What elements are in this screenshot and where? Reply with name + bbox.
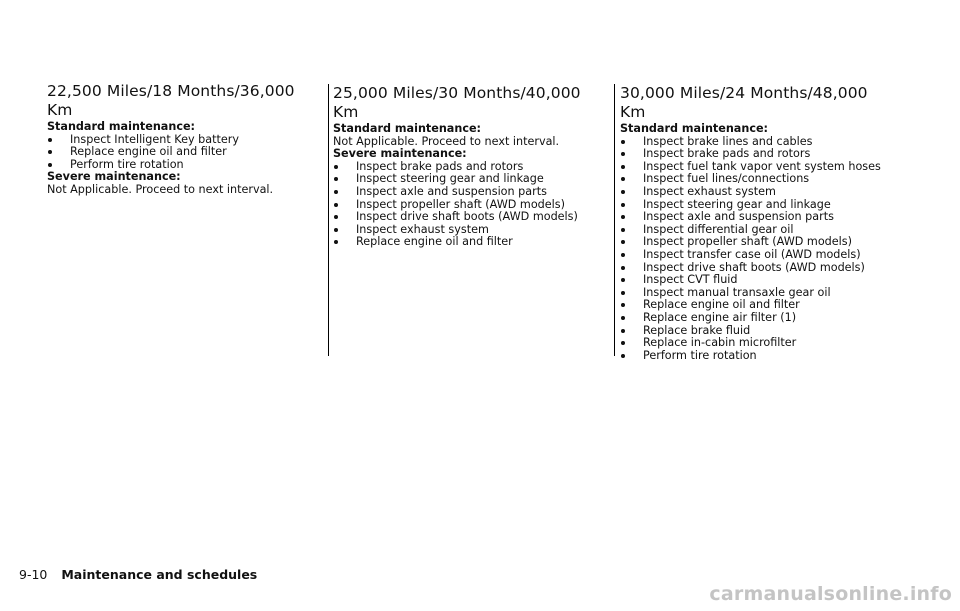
bullet-icon [334, 165, 338, 169]
list-item [620, 350, 888, 363]
bullet-icon [621, 203, 625, 207]
maintenance-item-list [333, 161, 601, 249]
page-number: 9-10 [19, 567, 48, 582]
bullet-icon [621, 303, 625, 307]
bullet-icon [621, 278, 625, 282]
bullet-icon [621, 152, 625, 156]
maintenance-type-label: Standard maintenance: [333, 122, 482, 135]
maintenance-item-list [620, 136, 888, 363]
list-item [47, 159, 315, 172]
bullet-icon [621, 341, 625, 345]
interval-column-30000 [620, 84, 888, 362]
bullet-icon [334, 215, 338, 219]
list-item-text: Inspect axle and suspension parts [643, 210, 834, 224]
bullet-icon [621, 354, 625, 358]
bullet-icon [334, 240, 338, 244]
bullet-icon [621, 190, 625, 194]
bullet-icon [621, 215, 625, 219]
list-item-text: Replace engine air filter (1) [643, 310, 797, 324]
list-item-text: Inspect exhaust system [643, 184, 776, 198]
list-item-text: Inspect fuel lines/connections [643, 172, 810, 186]
list-item-text: Inspect brake lines and cables [643, 134, 813, 148]
list-item-text: Inspect brake pads and rotors [643, 147, 811, 161]
bullet-icon [621, 316, 625, 320]
list-item-text: Replace engine oil and filter [643, 298, 800, 312]
bullet-icon [621, 140, 625, 144]
bullet-icon [621, 240, 625, 244]
list-item-text: Inspect differential gear oil [643, 222, 794, 236]
not-applicable-note: Not Applicable. Proceed to next interval. [47, 182, 274, 196]
interval-heading: 30,000 Miles/24 Months/48,000 Km [620, 84, 868, 121]
list-item-text: Perform tire rotation [70, 157, 184, 171]
list-item-text: Inspect steering gear and linkage [356, 172, 544, 186]
bullet-icon [334, 190, 338, 194]
list-item-text: Inspect CVT fluid [643, 273, 738, 287]
bullet-icon [48, 138, 52, 142]
interval-column-25000 [333, 84, 601, 249]
bullet-icon [621, 177, 625, 181]
watermark-logo: carmanualsonline.info [709, 583, 952, 605]
maintenance-type-label: Standard maintenance: [47, 120, 196, 133]
interval-heading: 25,000 Miles/30 Months/40,000 Km [333, 84, 581, 121]
maintenance-type-label: Severe maintenance: [47, 170, 181, 184]
column-divider [328, 84, 329, 356]
column-divider [614, 84, 615, 356]
page-footer [19, 567, 257, 583]
list-item-text: Inspect drive shaft boots (AWD models) [356, 210, 578, 224]
list-item-text: Inspect brake pads and rotors [356, 159, 524, 173]
bullet-icon [621, 228, 625, 232]
list-item-text: Perform tire rotation [643, 348, 757, 362]
list-item-text: Inspect drive shaft boots (AWD models) [643, 260, 865, 274]
list-item-text: Inspect axle and suspension parts [356, 184, 547, 198]
list-item-text: Replace engine oil and filter [70, 145, 227, 159]
list-item-text: Inspect propeller shaft (AWD models) [643, 235, 852, 249]
list-item-text: Replace in-cabin microfilter [643, 336, 797, 350]
bullet-icon [48, 150, 52, 154]
list-item-text: Replace engine oil and filter [356, 235, 513, 249]
list-item-text: Inspect transfer case oil (AWD models) [643, 247, 861, 261]
list-item-text: Inspect fuel tank vapor vent system hoses [643, 159, 881, 173]
bullet-icon [48, 163, 52, 167]
interval-column-22500 [47, 82, 315, 197]
list-item-text: Inspect manual transaxle gear oil [643, 285, 831, 299]
list-item-text: Inspect Intelligent Key battery [70, 132, 239, 146]
bullet-icon [621, 253, 625, 257]
section-title: Maintenance and schedules [61, 567, 258, 582]
list-item-text: Replace brake fluid [643, 323, 751, 337]
not-applicable-note: Not Applicable. Proceed to next interval. [333, 134, 560, 148]
interval-heading: 22,500 Miles/18 Months/36,000 Km [47, 82, 295, 119]
maintenance-type-label: Standard maintenance: [620, 122, 769, 135]
maintenance-type-label: Severe maintenance: [333, 147, 467, 161]
list-item-text: Inspect propeller shaft (AWD models) [356, 197, 565, 211]
bullet-icon [334, 228, 338, 232]
list-item [333, 236, 601, 249]
bullet-icon [334, 203, 338, 207]
maintenance-item-list [47, 134, 315, 172]
bullet-icon [621, 165, 625, 169]
bullet-icon [334, 177, 338, 181]
bullet-icon [621, 266, 625, 270]
bullet-icon [621, 291, 625, 295]
list-item-text: Inspect steering gear and linkage [643, 197, 831, 211]
list-item-text: Inspect exhaust system [356, 222, 489, 236]
bullet-icon [621, 329, 625, 333]
